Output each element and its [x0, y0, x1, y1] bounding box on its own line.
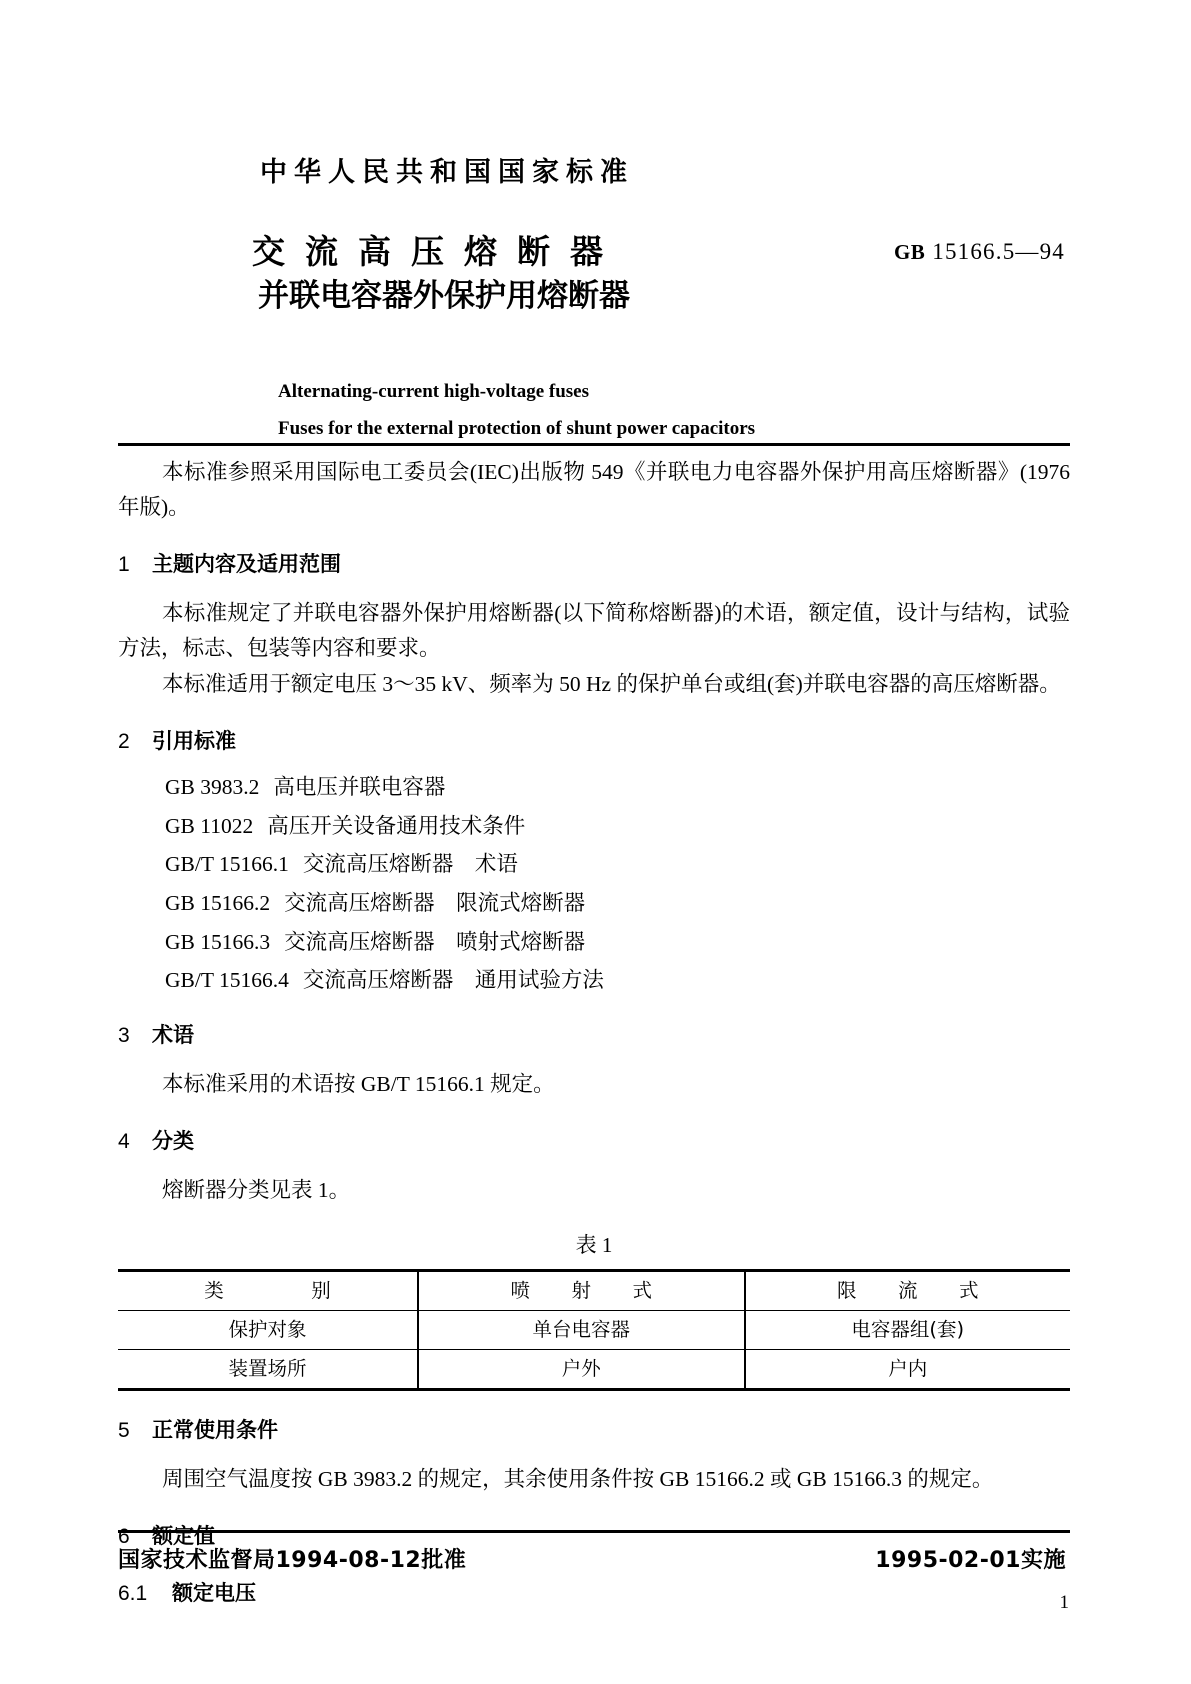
- title-block: [118, 231, 1073, 343]
- document-body: [118, 455, 1070, 1625]
- document-title-line1: 交流高压熔断器: [252, 232, 623, 271]
- reference-name: 高电压并联电容器: [273, 775, 446, 800]
- table-header-row: [118, 1270, 1070, 1310]
- section-number-2: 2: [118, 730, 130, 754]
- standard-number: [894, 239, 1065, 265]
- section-number-5: 5: [118, 1418, 130, 1442]
- english-title: [278, 373, 1073, 447]
- list-item: [118, 889, 1070, 919]
- page-number: 1: [1059, 1592, 1069, 1613]
- english-title-line1: Alternating-current high-voltage fuses: [278, 381, 590, 402]
- section-heading-6-1: [118, 1576, 1070, 1611]
- footer-divider: [118, 1530, 1070, 1533]
- reference-code: GB/T 15166.4: [165, 968, 289, 993]
- reference-code: GB 15166.2: [165, 891, 271, 916]
- table-cell: 保护对象: [118, 1310, 418, 1349]
- intro-paragraph: 本标准参照采用国际电工委员会(IEC)出版物 549《并联电力电容器外保护用高压熔断器》(1976年版)。: [118, 460, 1070, 519]
- section-3-paragraph-1: 本标准采用的术语按 GB/T 15166.1 规定。: [162, 1072, 555, 1097]
- table-header-cell: 喷 射 式: [418, 1270, 744, 1310]
- table-cell: 电容器组(套): [745, 1310, 1071, 1349]
- reference-name: 交流高压熔断器 术语: [302, 852, 518, 877]
- section-heading-4: [118, 1124, 1070, 1159]
- section-number-3: 3: [118, 1024, 130, 1048]
- section-title-4: 分类: [152, 1128, 194, 1153]
- table-caption: 表 1: [575, 1232, 613, 1257]
- section-title-1: 主题内容及适用范围: [152, 551, 341, 576]
- table-row: [118, 1310, 1070, 1349]
- table-cell: 单台电容器: [418, 1310, 744, 1349]
- table-header-cell: 限 流 式: [745, 1270, 1071, 1310]
- section-1-paragraph-1: 本标准规定了并联电容器外保护用熔断器(以下简称熔断器)的术语，额定值，设计与结构，试验方法，标志、包装等内容和要求。: [118, 600, 1070, 660]
- list-item: [118, 928, 1070, 958]
- section-title-6: 额定值: [152, 1523, 215, 1548]
- header-divider: [118, 443, 1070, 446]
- standard-number-value: 15166.5—94: [932, 239, 1065, 264]
- reference-name: 高压开关设备通用技术条件: [267, 813, 526, 838]
- english-title-line2: Fuses for the external protection of shunt power capacitors: [278, 418, 756, 440]
- section-heading-3: [118, 1018, 1070, 1053]
- reference-code: GB 3983.2: [165, 775, 260, 800]
- reference-code: GB 11022: [165, 813, 254, 838]
- section-title-3: 术语: [152, 1023, 194, 1048]
- section-title-5: 正常使用条件: [152, 1417, 278, 1442]
- page-footer: [118, 1543, 1070, 1574]
- section-4-paragraph-1: 熔断器分类见表 1。: [162, 1177, 351, 1202]
- section-5-paragraph-1: 周围空气温度按 GB 3983.2 的规定，其余使用条件按 GB 15166.2 或 GB 15166.3 的规定。: [162, 1466, 994, 1491]
- list-item: [118, 773, 1070, 803]
- section-title-2: 引用标准: [152, 729, 236, 754]
- reference-name: 交流高压熔断器 喷射式熔断器: [284, 929, 586, 954]
- table-bottom-border: [118, 1388, 1070, 1391]
- masthead: [118, 150, 1073, 447]
- section-heading-2: [118, 724, 1070, 759]
- referenced-standards-list: [118, 773, 1070, 996]
- section-number-1: 1: [118, 552, 130, 576]
- approval-text: 国家技术监督局1994-08-12批准: [118, 1548, 467, 1573]
- section-title-6-1: 额定电压: [172, 1580, 256, 1605]
- document-title-line2: 并联电容器外保护用熔断器: [258, 278, 630, 315]
- classification-table: [118, 1269, 1070, 1388]
- reference-code: GB 15166.3: [165, 929, 271, 954]
- reference-name: 交流高压熔断器 限流式熔断器: [284, 891, 586, 916]
- table-header-cell: 类 别: [118, 1270, 418, 1310]
- list-item: [118, 850, 1070, 880]
- classification-table-wrapper: [118, 1269, 1070, 1391]
- standard-prefix: GB: [893, 240, 926, 264]
- section-number-6-1: 6.1: [118, 1581, 148, 1605]
- list-item: [118, 812, 1070, 842]
- table-cell: 户内: [745, 1349, 1071, 1388]
- reference-name: 交流高压熔断器 通用试验方法: [302, 968, 604, 993]
- section-number-4: 4: [118, 1129, 130, 1153]
- national-standard-label: 中华人民共和国国家标准: [260, 157, 634, 188]
- reference-code: GB/T 15166.1: [165, 852, 289, 877]
- table-row: [118, 1349, 1070, 1388]
- section-number-6: 6: [118, 1524, 130, 1548]
- implementation-text: 1995-02-01实施: [875, 1548, 1066, 1573]
- section-heading-5: [118, 1413, 1070, 1448]
- table-cell: 户外: [418, 1349, 744, 1388]
- section-1-paragraph-2: 本标准适用于额定电压 3～35 kV、频率为 50 Hz 的保护单台或组(套)并联电容器的高压熔断器。: [162, 672, 1061, 697]
- list-item: [118, 966, 1070, 996]
- table-cell: 装置场所: [118, 1349, 418, 1388]
- section-heading-1: [118, 547, 1070, 582]
